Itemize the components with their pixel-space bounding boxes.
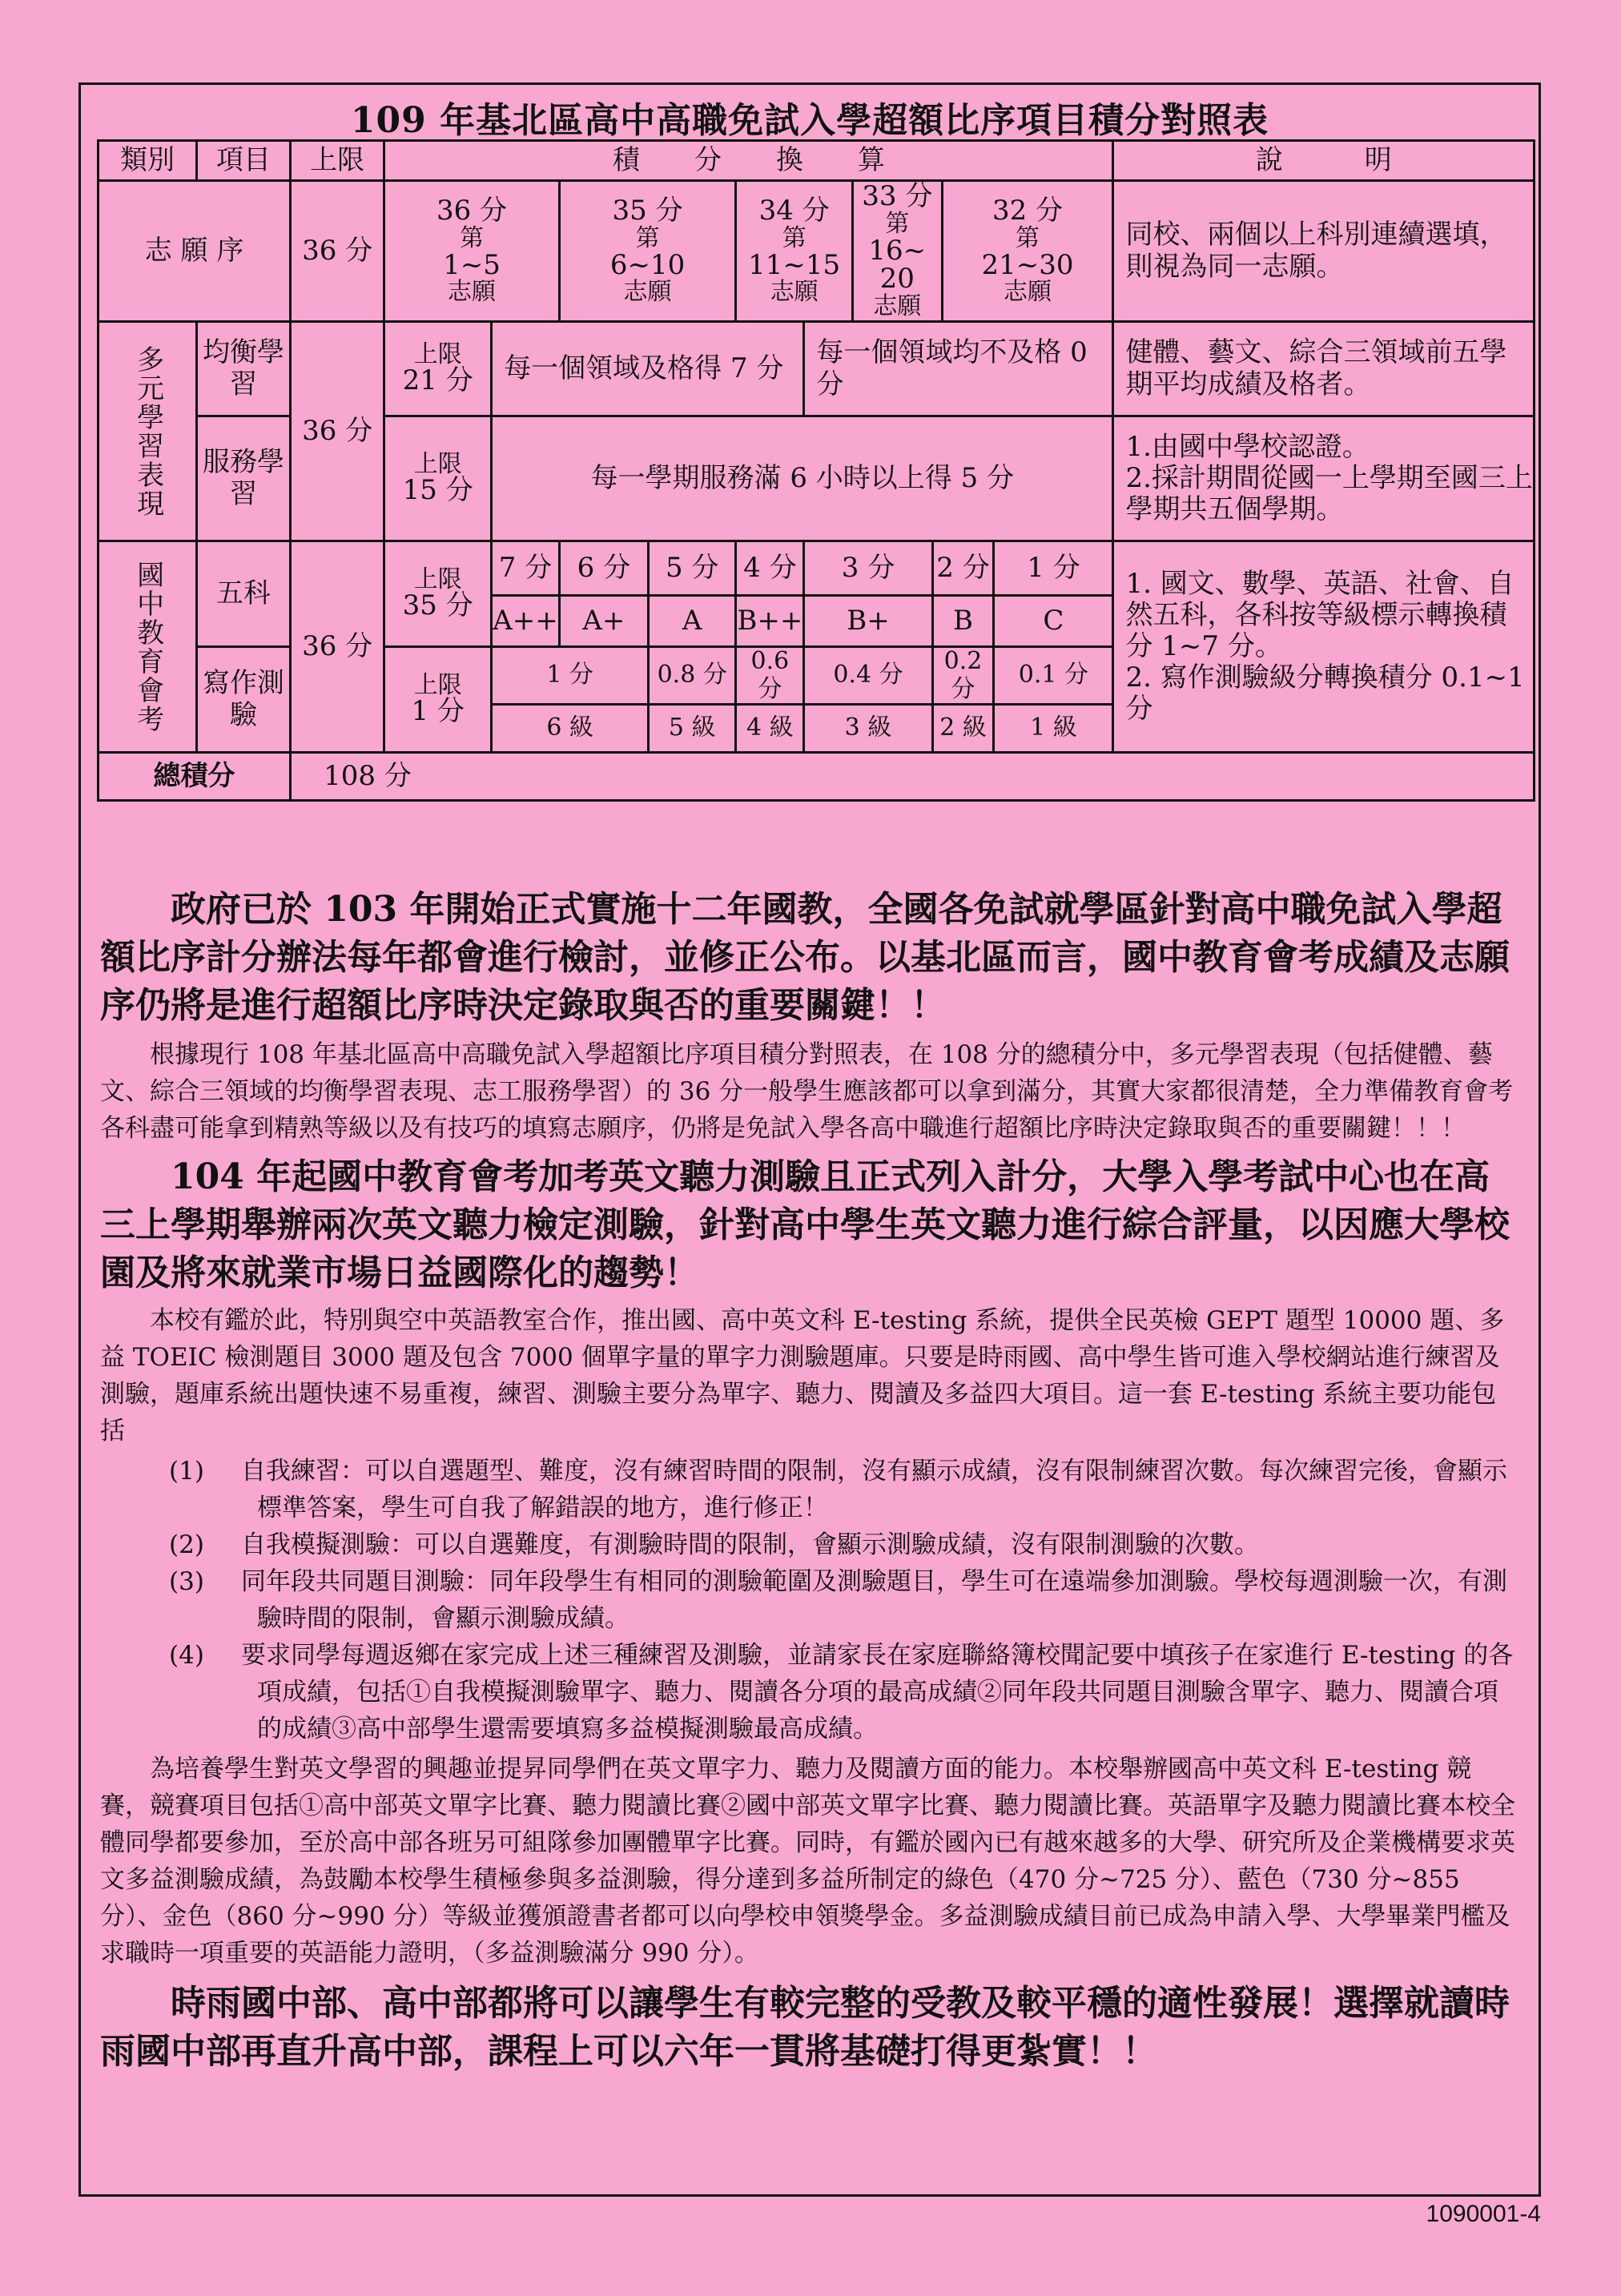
writing-score: 1 分 xyxy=(492,647,649,705)
five-grade: A+ xyxy=(559,596,648,647)
score-table xyxy=(97,139,1535,802)
exam-category: 國中教育會考 xyxy=(131,560,164,734)
list-item: (2) 自我模擬測驗：可以自選難度，有測驗時間的限制，會顯示測驗成績，沒有限制測驗的次數。 xyxy=(169,1530,1259,1559)
volunteer-col: 35 分 第 6~10 志願 xyxy=(559,181,736,322)
five-grade: A xyxy=(649,596,736,647)
writing-level: 4 級 xyxy=(736,705,804,753)
list-item: (4) 要求同學每週返鄉在家完成上述三種練習及測驗，並請家長在家庭聯絡簿校聞記要中填孩子在家進行 E-testing 的各項成績，包括①自我模擬測驗單字、聽力、閱讀各分項的最高成績②同年段共同題目測驗含單字、聽力、閱讀合項的成績③高中部學生還需要填寫多益模擬測驗最高成績。 xyxy=(169,1641,1514,1743)
writing-cap: 上限 1 分 xyxy=(384,647,492,753)
volunteer-col: 33 分 第 16~ 20 志願 xyxy=(853,181,943,322)
writing-score: 0.1 分 xyxy=(994,647,1113,705)
header-category: 類別 xyxy=(99,141,197,181)
five-score: 5 分 xyxy=(649,541,736,596)
writing-level: 2 級 xyxy=(932,705,994,753)
five-score: 6 分 xyxy=(559,541,648,596)
feature-list xyxy=(100,1453,1521,1747)
exam-note: 1. 國文、數學、英語、社會、自然五科，各科按等級標示轉換積分 1~7 分。 2. 寫作測驗級分轉換積分 0.1~1 分 xyxy=(1113,541,1535,753)
list-item: (1) 自我練習：可以自選題型、難度，沒有練習時間的限制，沒有顯示成績，沒有限制練習次數。每次練習完後，會顯示標準答案，學生可自我了解錯誤的地方，進行修正！ xyxy=(169,1457,1507,1522)
five-score: 3 分 xyxy=(804,541,932,596)
balance-note: 健體、藝文、綜合三領域前五學期平均成績及格者。 xyxy=(1113,322,1535,416)
writing-level: 1 級 xyxy=(994,705,1113,753)
header-item: 項目 xyxy=(197,141,291,181)
balance-cap: 上限 21 分 xyxy=(384,322,492,416)
writing-level: 5 級 xyxy=(649,705,736,753)
page-title: 109 年基北區高中高職免試入學超額比序項目積分對照表 xyxy=(350,100,1269,141)
service-rule: 每一學期服務滿 6 小時以上得 5 分 xyxy=(492,416,1113,541)
header-limit: 上限 xyxy=(291,141,384,181)
volunteer-col: 32 分 第 21~30 志願 xyxy=(942,181,1113,322)
five-grade: B xyxy=(932,596,994,647)
writing-score: 0.2 分 xyxy=(932,647,994,705)
exam-category-cell xyxy=(99,541,197,753)
service-cap: 上限 15 分 xyxy=(384,416,492,541)
exam-limit: 36 分 xyxy=(291,541,384,753)
writing-score: 0.6 分 xyxy=(736,647,804,705)
page-frame xyxy=(78,82,1541,2197)
header-conversion: 積 分 換 算 xyxy=(384,141,1113,181)
five-score: 1 分 xyxy=(994,541,1113,596)
balance-fail: 每一個領域均不及格 0 分 xyxy=(804,322,1113,416)
volunteer-col: 36 分 第 1~5 志願 xyxy=(384,181,559,322)
para-conclusion: 時雨國中部、高中部都將可以讓學生有較完整的受教及較平穩的適性發展！選擇就讀時雨國中部再直升高中部，課程上可以六年一貫將基礎打得更紮實！！ xyxy=(100,1983,1510,2072)
multi-limit: 36 分 xyxy=(291,322,384,541)
volunteer-note: 同校、兩個以上科別連續選填，則視為同一志願。 xyxy=(1113,181,1535,322)
para-competition: 為培養學生對英文學習的興趣並提昇同學們在英文單字力、聽力及閱讀方面的能力。本校舉辦國高中英文科 E-testing 競賽，競賽項目包括①高中部英文單字比賽、聽力閱讀比賽②國中部英文單字比賽、聽力閱讀比賽。英語單字及聽力閱讀比賽本校全體同學都要參加，至於高中部各班另可組隊參加團體單字比賽。同時，有鑑於國內已有越來越多的大學、研究所及企業機構要求英文多益測驗成績，為鼓勵本校學生積極參與多益測驗，得分達到多益所制定的綠色（470 分~725 分）、藍色（730 分~855 分）、金色（860 分~990 分）等級並獲頒證書者都可以向學校申領獎學金。多益測驗成績目前已成為申請入學、大學畢業門檻及求職時一項重要的英語能力證明，（多益測驗滿分 990 分）。 xyxy=(100,1755,1515,1968)
volunteer-limit: 36 分 xyxy=(291,181,384,322)
service-note: 1.由國中學校認證。 2.採計期間從國一上學期至國三上學期共五個學期。 xyxy=(1113,416,1535,541)
five-score: 4 分 xyxy=(736,541,804,596)
five-cap: 上限 35 分 xyxy=(384,541,492,647)
five-grade: A++ xyxy=(492,596,560,647)
five-grade: B+ xyxy=(804,596,932,647)
volunteer-col: 34 分 第 11~15 志願 xyxy=(736,181,853,322)
article-body xyxy=(100,886,1521,2076)
writing-score: 0.8 分 xyxy=(649,647,736,705)
writing-level: 6 級 xyxy=(492,705,649,753)
five-grade: B++ xyxy=(736,596,804,647)
five-item: 五科 xyxy=(197,541,291,647)
balance-pass: 每一個領域及格得 7 分 xyxy=(492,322,804,416)
para-policy: 政府已於 103 年開始正式實施十二年國教，全國各免試就學區針對高中職免試入學超額比序計分辦法每年都會進行檢討，並修正公布。以基北區而言，國中教育會考成績及志願序仍將是進行超額比序時決定錄取與否的重要關鍵！！ xyxy=(100,889,1510,1026)
total-label: 總積分 xyxy=(99,753,291,801)
five-grade: C xyxy=(994,596,1113,647)
five-score: 7 分 xyxy=(492,541,560,596)
writing-score: 0.4 分 xyxy=(804,647,932,705)
volunteer-category: 志 願 序 xyxy=(99,181,291,322)
writing-level: 3 級 xyxy=(804,705,932,753)
page-code: 1090001-4 xyxy=(1426,2201,1541,2227)
list-item: (3) 同年段共同題目測驗：同年段學生有相同的測驗範圍及測驗題目，學生可在遠端參加測驗。學校每週測驗一次，有測驗時間的限制，會顯示測驗成績。 xyxy=(169,1567,1507,1633)
balance-item: 均衡學習 xyxy=(197,322,291,416)
header-note: 說 明 xyxy=(1113,141,1535,181)
para-etesting: 本校有鑑於此，特別與空中英語教室合作，推出國、高中英文科 E-testing 系統，提供全民英檢 GEPT 題型 10000 題、多益 TOEIC 檢測題目 3000 題及包含 7000 個單字量的單字力測驗題庫。只要是時雨國、高中學生皆可進入學校網站進行練習及測驗，題庫系統出題快速不易重複，練習、測驗主要分為單字、聽力、閱讀及多益四大項目。這一套 E-testing 系統主要功能包括 xyxy=(100,1306,1505,1446)
para-current-rules: 根據現行 108 年基北區高中高職免試入學超額比序項目積分對照表，在 108 分的總積分中，多元學習表現（包括健體、藝文、綜合三領域的均衡學習表現、志工服務學習）的 36 分一般學生應該都可以拿到滿分，其實大家都很清楚，全力準備教育會考各科盡可能拿到精熟等級以及有技巧的填寫志願序，仍將是免試入學各高中職進行超額比序時決定錄取與否的重要關鍵！！！ xyxy=(100,1040,1514,1143)
service-item: 服務學習 xyxy=(197,416,291,541)
five-score: 2 分 xyxy=(932,541,994,596)
para-listening-test: 104 年起國中教育會考加考英文聽力測驗且正式列入計分，大學入學考試中心也在高三上學期舉辦兩次英文聽力檢定測驗，針對高中學生英文聽力進行綜合評量，以因應大學校園及將來就業市場日益國際化的趨勢！ xyxy=(100,1156,1510,1293)
multi-category: 多元學習表現 xyxy=(131,344,164,518)
writing-item: 寫作測驗 xyxy=(197,647,291,753)
multi-category-cell xyxy=(99,322,197,541)
total-value: 108 分 xyxy=(291,753,1535,801)
